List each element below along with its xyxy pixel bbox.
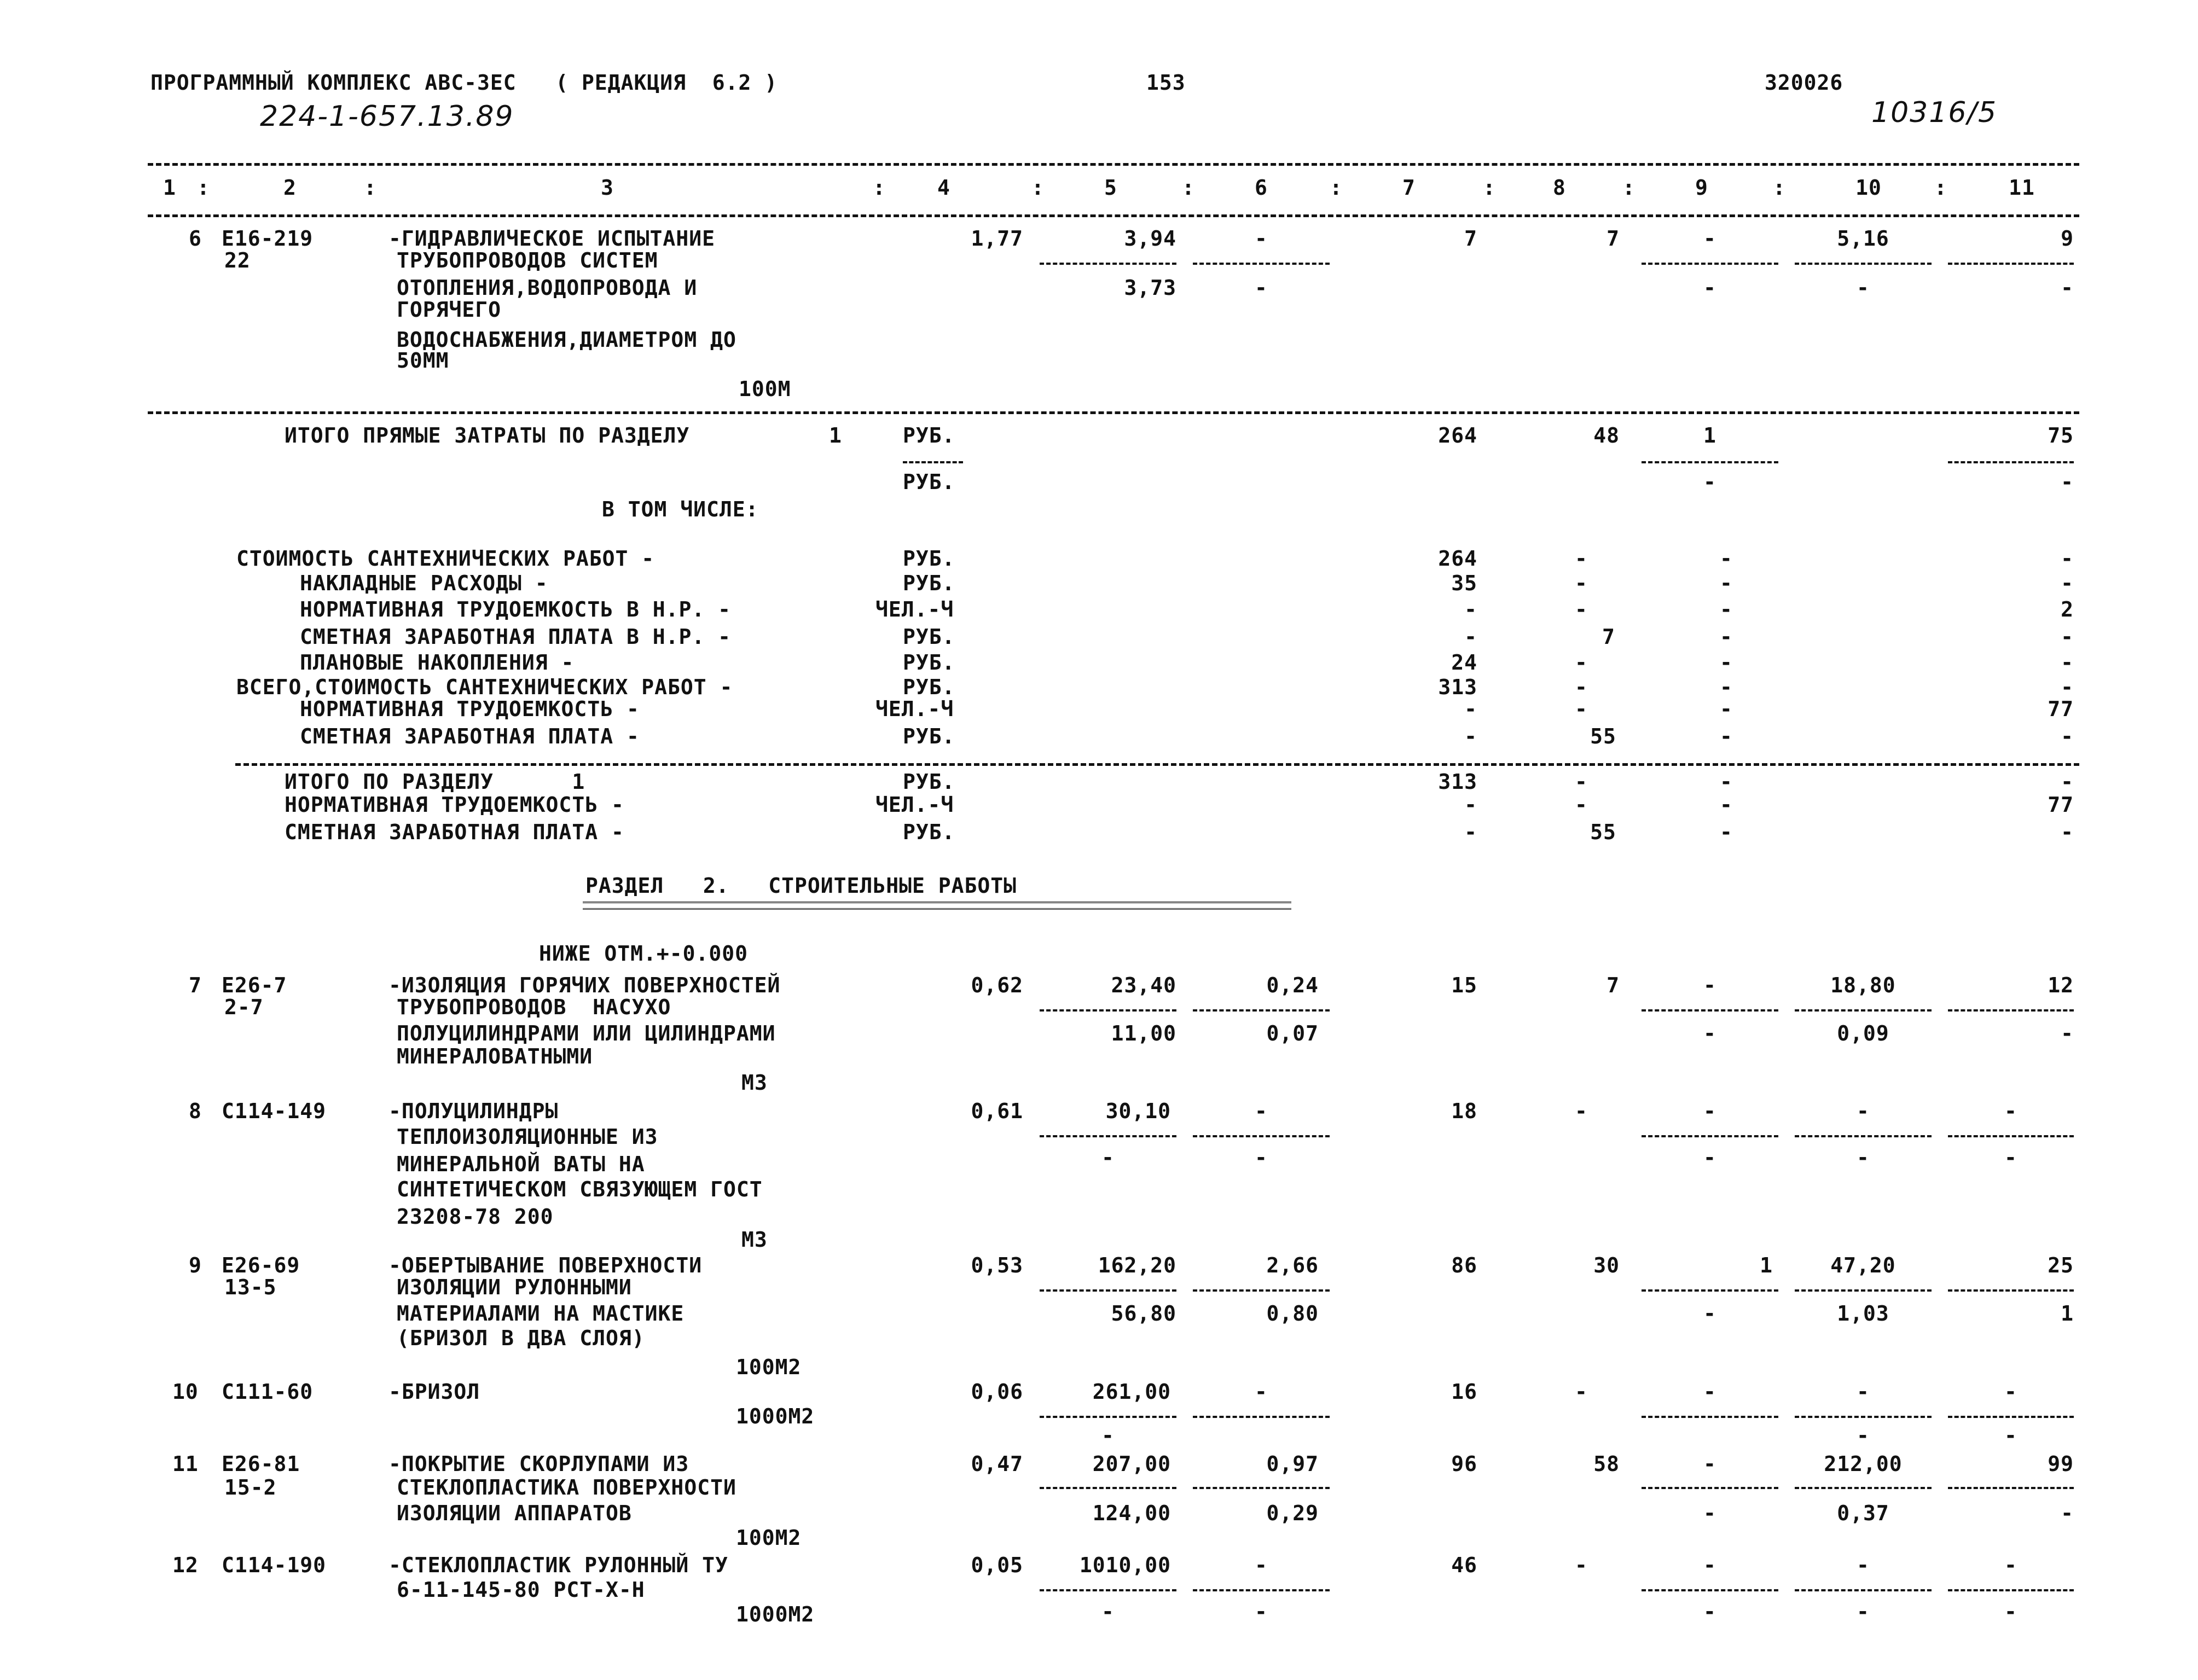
breakdown-c9: -: [1720, 724, 1733, 748]
description-line: -ПОЛУЦИЛИНДРЫ: [388, 1099, 559, 1123]
breakdown-label: НАКЛАДНЫЕ РАСХОДЫ -: [300, 571, 548, 595]
breakdown-c9: -: [1720, 571, 1733, 595]
including-label: В ТОМ ЧИСЛЕ:: [602, 497, 759, 521]
machine-cost: -: [1255, 1553, 1268, 1577]
description-line: МИНЕРАЛЬНОЙ ВАТЫ НА: [397, 1152, 645, 1176]
section-total-c11: -: [2061, 770, 2074, 794]
description-line: 23208-78 200: [397, 1205, 554, 1229]
rate-code-sub: 13-5: [224, 1275, 277, 1299]
col-header-6: 6: [1255, 176, 1268, 200]
breakdown-c8: 7: [1602, 625, 1615, 649]
col-header-11: 11: [2009, 176, 2035, 200]
labour-total: 9: [2061, 226, 2074, 251]
breakdown-c8: 55: [1590, 724, 1616, 748]
unit-of-measure: 100М2: [736, 1526, 802, 1550]
labour-norm: -: [1857, 1553, 1870, 1577]
total-wage: 7: [1607, 226, 1620, 251]
total-wage: 7: [1607, 973, 1620, 997]
unit-of-measure: 100М: [739, 377, 791, 401]
total-direct-c7: 264: [1438, 423, 1477, 447]
row-number: 9: [189, 1253, 202, 1277]
description-line: -ГИДРАВЛИЧЕСКОЕ ИСПЫТАНИЕ: [388, 226, 715, 251]
header-rule-top: [148, 163, 2079, 166]
breakdown-unit: ЧЕЛ.-Ч: [875, 597, 954, 621]
description-line: МАТЕРИАЛАМИ НА МАСТИКЕ: [397, 1301, 685, 1326]
unit-cost: 261,00: [1092, 1380, 1171, 1404]
breakdown-label: НОРМАТИВНАЯ ТРУДОЕМКОСТЬ -: [300, 697, 640, 721]
description-line: -ИЗОЛЯЦИЯ ГОРЯЧИХ ПОВЕРХНОСТЕЙ: [388, 973, 781, 997]
breakdown-label: СТОИМОСТЬ САНТЕХНИЧЕСКИХ РАБОТ -: [236, 547, 655, 571]
breakdown-unit: РУБ.: [903, 650, 955, 675]
col-header-8: 8: [1553, 176, 1566, 200]
quantity: 0,06: [971, 1380, 1023, 1404]
description-line: ТРУБОПРОВОДОВ НАСУХО: [397, 995, 671, 1019]
labour-norm-machine: -: [1857, 276, 1870, 300]
breakdown-c7: -: [1464, 625, 1477, 649]
description-line: -СТЕКЛОПЛАСТИК РУЛОННЫЙ ТУ: [388, 1553, 728, 1577]
section-total-unit: ЧЕЛ.-Ч: [875, 793, 954, 817]
unit-cost-wage: -: [1101, 1600, 1115, 1624]
header-rule-bottom: [148, 214, 2079, 217]
row-number: 11: [172, 1452, 199, 1476]
total-cost: 46: [1451, 1553, 1477, 1577]
total-direct-unit-2: РУБ.: [903, 470, 955, 494]
rate-code-sub: 22: [224, 248, 251, 272]
total-machine: -: [1703, 1380, 1716, 1404]
row-number: 10: [172, 1380, 199, 1404]
breakdown-c7: 313: [1438, 675, 1477, 699]
total-direct-label: ИТОГО ПРЯМЫЕ ЗАТРАТЫ ПО РАЗДЕЛУ: [285, 423, 690, 447]
labour-norm-machine: 0,37: [1837, 1501, 1889, 1525]
rate-code: Е26-7: [222, 973, 287, 997]
document-code: 320026: [1765, 71, 1843, 95]
labour-total-machine: -: [2061, 1501, 2074, 1525]
unit-of-measure: 1000М2: [736, 1404, 815, 1428]
total-direct-section: 1: [829, 423, 842, 447]
rate-code-sub: 2-7: [224, 995, 264, 1019]
total-wage: -: [1575, 1380, 1588, 1404]
description-line: 50ММ: [397, 348, 449, 373]
col-header-4: 4: [937, 176, 950, 200]
quantity: 1,77: [971, 226, 1023, 251]
total-direct-c11-2: -: [2061, 470, 2074, 494]
breakdown-label: ВСЕГО,СТОИМОСТЬ САНТЕХНИЧЕСКИХ РАБОТ -: [236, 675, 733, 699]
total-machine: 1: [1760, 1253, 1773, 1277]
unit-of-measure: 1000М2: [736, 1602, 815, 1626]
rate-code: Е16-219: [222, 226, 314, 251]
labour-norm: 5,16: [1837, 226, 1889, 251]
rate-code: С114-190: [222, 1553, 327, 1577]
section-total-unit: РУБ.: [903, 770, 955, 794]
total-cost: 16: [1451, 1380, 1477, 1404]
rate-code: С111-60: [222, 1380, 314, 1404]
labour-total: -: [2004, 1099, 2017, 1123]
breakdown-c8: -: [1575, 650, 1588, 675]
labour-total-machine: -: [2004, 1600, 2017, 1624]
breakdown-c7: 35: [1451, 571, 1477, 595]
machine-cost: 2,66: [1266, 1253, 1319, 1277]
unit-cost-wage: 11,00: [1111, 1021, 1176, 1045]
unit-cost-wage: 3,73: [1124, 276, 1176, 300]
section-total-c9: -: [1720, 820, 1733, 844]
labour-norm: 212,00: [1824, 1452, 1903, 1476]
total-machine: -: [1703, 1553, 1716, 1577]
handwritten-sheet-number: 10316/5: [1871, 96, 1998, 129]
breakdown-c7: -: [1464, 597, 1477, 621]
handwritten-project-number: 224-1-657.13.89: [260, 100, 514, 133]
breakdown-c8: -: [1575, 675, 1588, 699]
total-cost: 7: [1464, 226, 1477, 251]
page-number: 153: [1146, 71, 1186, 95]
breakdown-c11: -: [2061, 675, 2074, 699]
section-total-c8: 55: [1590, 820, 1616, 844]
breakdown-label: СМЕТНАЯ ЗАРАБОТНАЯ ПЛАТА -: [300, 724, 640, 748]
rate-code: Е26-69: [222, 1253, 300, 1277]
section-total-c7: -: [1464, 820, 1477, 844]
machine-cost: 0,97: [1266, 1452, 1319, 1476]
description-line: ИЗОЛЯЦИИ АППАРАТОВ: [397, 1501, 632, 1525]
section-total-c7: 313: [1438, 770, 1477, 794]
total-cost: 15: [1451, 973, 1477, 997]
col-header-1: 1: [163, 176, 176, 200]
labour-norm: -: [1857, 1380, 1870, 1404]
rate-code: С114-149: [222, 1099, 327, 1123]
total-direct-c11: 75: [2048, 423, 2074, 447]
labour-total: -: [2004, 1380, 2017, 1404]
breakdown-c9: -: [1720, 697, 1733, 721]
unit-cost: 1010,00: [1079, 1553, 1171, 1577]
section-total-c9: -: [1720, 770, 1733, 794]
breakdown-c11: -: [2061, 650, 2074, 675]
breakdown-label: НОРМАТИВНАЯ ТРУДОЕМКОСТЬ В Н.Р. -: [300, 597, 731, 621]
section-total-c11: -: [2061, 820, 2074, 844]
breakdown-unit: РУБ.: [903, 571, 955, 595]
description-line: (БРИЗОЛ В ДВА СЛОЯ): [397, 1326, 645, 1350]
breakdown-c8: -: [1575, 597, 1588, 621]
machine-cost: 0,24: [1266, 973, 1319, 997]
section-total-c11: 77: [2048, 793, 2074, 817]
breakdown-c9: -: [1720, 625, 1733, 649]
total-machine: -: [1703, 1099, 1716, 1123]
machine-wage: 0,80: [1266, 1301, 1319, 1326]
labour-norm-machine: 1,03: [1837, 1301, 1889, 1326]
description-line: ГОРЯЧЕГО: [397, 298, 502, 322]
quantity: 0,62: [971, 973, 1023, 997]
breakdown-c11: 77: [2048, 697, 2074, 721]
description-line: МИНЕРАЛОВАТНЫМИ: [397, 1044, 593, 1068]
unit-cost: 23,40: [1111, 973, 1176, 997]
machine-wage: -: [1255, 1600, 1268, 1624]
description-line: 6-11-145-80 РСТ-Х-Н: [397, 1578, 645, 1602]
description-line: СИНТЕТИЧЕСКОМ СВЯЗУЮЩЕМ ГОСТ: [397, 1177, 763, 1201]
section-total-c7: -: [1464, 793, 1477, 817]
breakdown-c7: -: [1464, 697, 1477, 721]
quantity: 0,47: [971, 1452, 1023, 1476]
total-direct-c9-2: -: [1703, 470, 1716, 494]
total-direct-c8: 48: [1593, 423, 1620, 447]
breakdown-c11: -: [2061, 625, 2074, 649]
total-cost: 86: [1451, 1253, 1477, 1277]
description-line: ТЕПЛОИЗОЛЯЦИОННЫЕ ИЗ: [397, 1125, 658, 1149]
labour-norm-machine: 0,09: [1837, 1021, 1889, 1045]
description-line: ОТОПЛЕНИЯ,ВОДОПРОВОДА И: [397, 276, 698, 300]
total-cost: 96: [1451, 1452, 1477, 1476]
breakdown-c8: -: [1575, 571, 1588, 595]
total-wage: -: [1575, 1553, 1588, 1577]
total-machine-wage: -: [1703, 1301, 1716, 1326]
machine-wage: -: [1255, 276, 1268, 300]
labour-total-machine: 1: [2061, 1301, 2074, 1326]
labour-norm-machine: -: [1857, 1146, 1870, 1170]
col-header-2: 2: [283, 176, 297, 200]
col-header-9: 9: [1695, 176, 1708, 200]
labour-total: 12: [2048, 973, 2074, 997]
unit-of-measure: 100М2: [736, 1355, 802, 1379]
description-line: СТЕКЛОПЛАСТИКА ПОВЕРХНОСТИ: [397, 1475, 736, 1499]
total-machine-wage: -: [1703, 1600, 1716, 1624]
description-line: ИЗОЛЯЦИИ РУЛОННЫМИ: [397, 1275, 632, 1299]
breakdown-unit: ЧЕЛ.-Ч: [875, 697, 954, 721]
labour-norm-machine: -: [1857, 1423, 1870, 1448]
description-line: ПОЛУЦИЛИНДРАМИ ИЛИ ЦИЛИНДРАМИ: [397, 1021, 776, 1045]
row-number: 6: [189, 226, 202, 251]
breakdown-c7: 24: [1451, 650, 1477, 675]
total-direct-unit: РУБ.: [903, 423, 955, 447]
total-direct-c9: 1: [1703, 423, 1716, 447]
breakdown-c11: 2: [2061, 597, 2074, 621]
unit-cost: 3,94: [1124, 226, 1176, 251]
breakdown-unit: РУБ.: [903, 724, 955, 748]
breakdown-c11: -: [2061, 571, 2074, 595]
section-title-underline: [583, 902, 1291, 903]
col-header-5: 5: [1104, 176, 1117, 200]
labour-norm-machine: -: [1857, 1600, 1870, 1624]
row-number: 12: [172, 1553, 199, 1577]
unit-cost-wage: 56,80: [1111, 1301, 1176, 1326]
breakdown-c9: -: [1720, 675, 1733, 699]
section-total-unit: РУБ.: [903, 820, 955, 844]
section-total-c8: -: [1575, 793, 1588, 817]
rate-code: Е26-81: [222, 1452, 300, 1476]
labour-total-machine: -: [2004, 1423, 2017, 1448]
labour-total: -: [2004, 1553, 2017, 1577]
section-total-label: НОРМАТИВНАЯ ТРУДОЕМКОСТЬ -: [285, 793, 624, 817]
col-header-7: 7: [1402, 176, 1416, 200]
description-line: ВОДОСНАБЖЕНИЯ,ДИАМЕТРОМ ДО: [397, 328, 736, 352]
breakdown-c11: -: [2061, 547, 2074, 571]
breakdown-label: ПЛАНОВЫЕ НАКОПЛЕНИЯ -: [300, 650, 575, 675]
breakdown-c8: -: [1575, 547, 1588, 571]
total-wage: 58: [1593, 1452, 1620, 1476]
labour-total-machine: -: [2061, 1021, 2074, 1045]
breakdown-c11: -: [2061, 724, 2074, 748]
labour-total: 25: [2048, 1253, 2074, 1277]
total-machine-wage: -: [1703, 1021, 1716, 1045]
labour-norm: 18,80: [1830, 973, 1896, 997]
total-machine-wage: -: [1703, 1146, 1716, 1170]
section-total-label: СМЕТНАЯ ЗАРАБОТНАЯ ПЛАТА -: [285, 820, 624, 844]
section-total-label: ИТОГО ПО РАЗДЕЛУ 1: [285, 770, 585, 794]
section-total-c8: -: [1575, 770, 1588, 794]
section-total-c9: -: [1720, 793, 1733, 817]
unit-cost: 207,00: [1092, 1452, 1171, 1476]
total-cost: 18: [1451, 1099, 1477, 1123]
machine-cost: -: [1255, 1380, 1268, 1404]
breakdown-unit: РУБ.: [903, 675, 955, 699]
total-machine: -: [1703, 226, 1716, 251]
machine-wage: 0,29: [1266, 1501, 1319, 1525]
unit-cost-wage: -: [1101, 1146, 1115, 1170]
machine-cost: -: [1255, 1099, 1268, 1123]
total-machine-wage: -: [1703, 276, 1716, 300]
labour-total-machine: -: [2004, 1146, 2017, 1170]
section-subtitle: НИЖЕ ОТМ.+-0.000: [539, 941, 749, 966]
section-title: РАЗДЕЛ 2. СТРОИТЕЛЬНЫЕ РАБОТЫ: [585, 874, 1017, 898]
labour-norm: -: [1857, 1099, 1870, 1123]
labour-norm: 47,20: [1830, 1253, 1896, 1277]
machine-wage: -: [1255, 1146, 1268, 1170]
labour-total: 99: [2048, 1452, 2074, 1476]
breakdown-c8: -: [1575, 697, 1588, 721]
unit-of-measure: М3: [741, 1071, 768, 1095]
breakdown-c9: -: [1720, 597, 1733, 621]
quantity: 0,53: [971, 1253, 1023, 1277]
breakdown-unit: РУБ.: [903, 625, 955, 649]
breakdown-c9: -: [1720, 650, 1733, 675]
breakdown-c7: 264: [1438, 547, 1477, 571]
breakdown-c9: -: [1720, 547, 1733, 571]
rate-code-sub: 15-2: [224, 1475, 277, 1499]
machine-wage: 0,07: [1266, 1021, 1319, 1045]
total-machine-wage: -: [1703, 1501, 1716, 1525]
unit-cost-wage: 124,00: [1092, 1501, 1171, 1525]
total-machine: -: [1703, 1452, 1716, 1476]
row-number: 8: [189, 1099, 202, 1123]
description-line: -БРИЗОЛ: [388, 1380, 480, 1404]
breakdown-c7: -: [1464, 724, 1477, 748]
machine-cost: -: [1255, 226, 1268, 251]
program-title: ПРОГРАММНЫЙ КОМПЛЕКС АВС-3ЕС ( РЕДАКЦИЯ 6.2 ): [150, 71, 778, 95]
description-line: -ПОКРЫТИЕ СКОРЛУПАМИ ИЗ: [388, 1452, 689, 1476]
row-number: 7: [189, 973, 202, 997]
description-line: ТРУБОПРОВОДОВ СИСТЕМ: [397, 248, 658, 272]
breakdown-label: СМЕТНАЯ ЗАРАБОТНАЯ ПЛАТА В Н.Р. -: [300, 625, 731, 649]
col-header-10: 10: [1855, 176, 1882, 200]
quantity: 0,61: [971, 1099, 1023, 1123]
unit-cost: 162,20: [1098, 1253, 1176, 1277]
total-machine: -: [1703, 973, 1716, 997]
total-wage: -: [1575, 1099, 1588, 1123]
quantity: 0,05: [971, 1553, 1023, 1577]
labour-total-machine: -: [2061, 276, 2074, 300]
breakdown-unit: РУБ.: [903, 547, 955, 571]
description-line: -ОБЕРТЫВАНИЕ ПОВЕРХНОСТИ: [388, 1253, 703, 1277]
col-header-3: 3: [601, 176, 614, 200]
unit-cost-wage: -: [1101, 1423, 1115, 1448]
unit-cost: 30,10: [1105, 1099, 1171, 1123]
unit-of-measure: М3: [741, 1228, 768, 1252]
total-wage: 30: [1593, 1253, 1620, 1277]
